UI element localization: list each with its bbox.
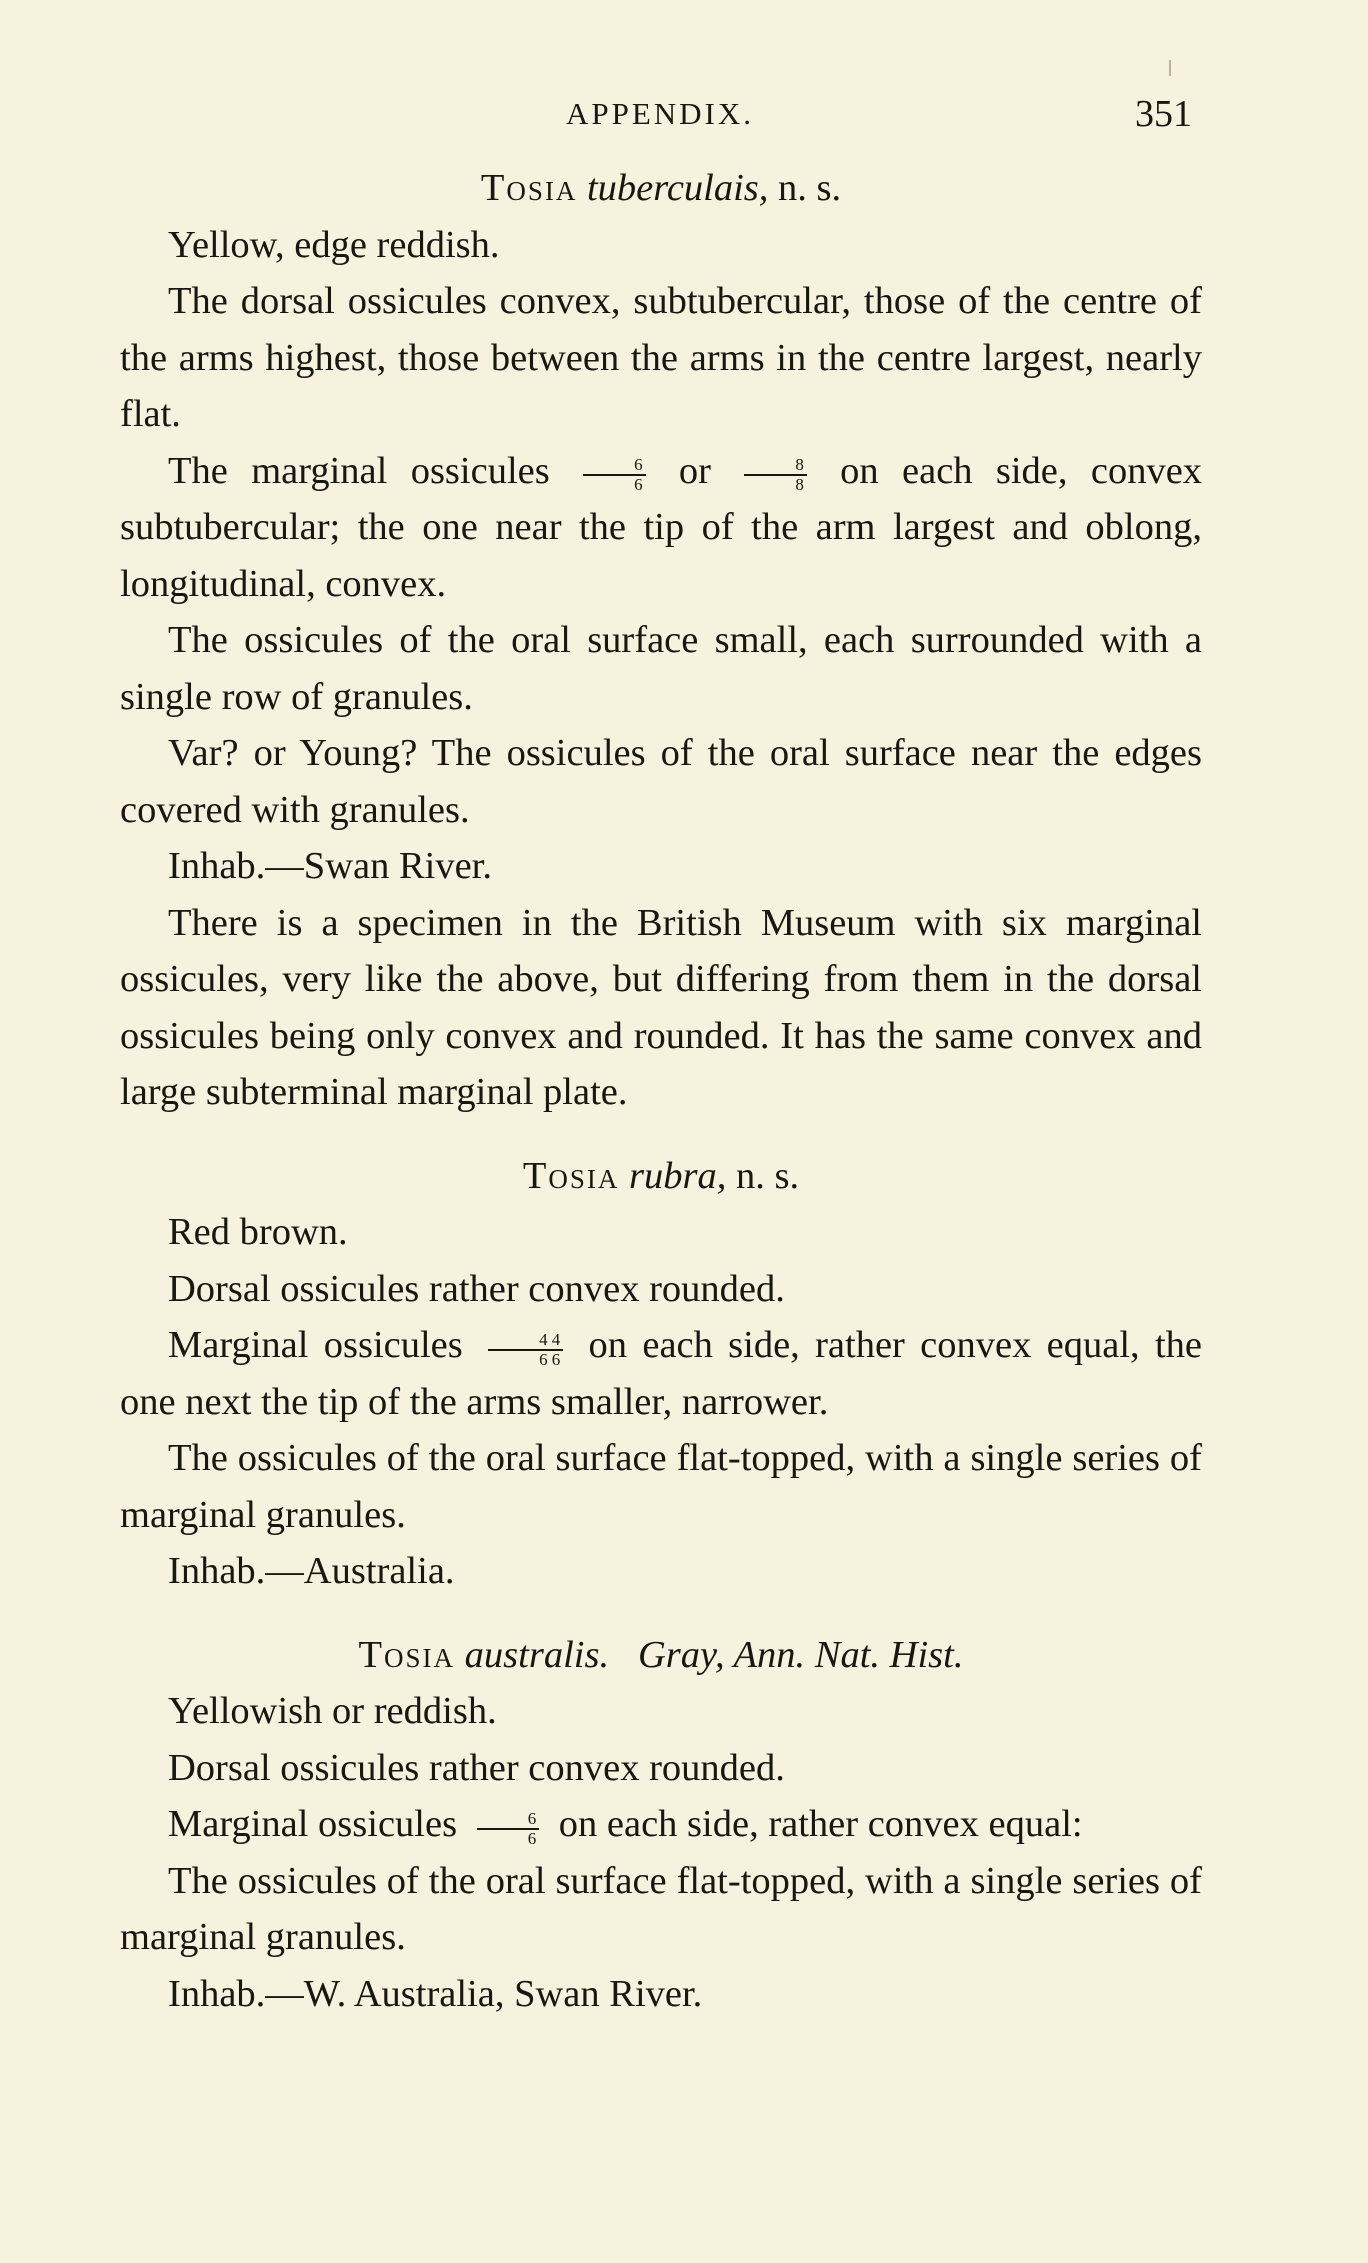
- habitat-paragraph: Inhab.—Swan River.: [168, 845, 492, 887]
- marginal-text-pre: The marginal ossicules: [168, 449, 550, 492]
- note-paragraph: There is a specimen in the British Museum with six marginal ossicules, very like the above, but differing from them in the dorsal ossicules being only convex and rounded. It has the same convex and large subterminal marginal plate.: [120, 901, 1202, 1113]
- marginal-text-pre: Marginal ossicules: [168, 1803, 458, 1845]
- species-name: tuberculais,: [586, 167, 769, 209]
- section-spacer: [120, 1600, 1202, 1627]
- fraction: [477, 1810, 539, 1848]
- body-text: [120, 160, 1202, 2022]
- marginal-text-pre: Marginal ossicules: [168, 1324, 463, 1366]
- running-title: APPENDIX.: [565, 96, 755, 131]
- genus-name: Tosia: [358, 1633, 456, 1676]
- marginal-text-post: on each side, rather convex equal, the one next the tip of the arms smaller, narrower.: [120, 1324, 1202, 1423]
- page-mark: [1169, 60, 1171, 76]
- marginal-paragraph: [120, 443, 1202, 613]
- fraction-numerator: 6: [477, 1810, 539, 1830]
- oral-paragraph: The ossicules of the oral surface flat-topped, with a single series of marginal granules.: [120, 1859, 1202, 1958]
- species-heading-australis: [120, 1627, 1202, 1684]
- heading-suffix: n. s.: [768, 167, 842, 209]
- dorsal-paragraph: Dorsal ossicules rather convex rounded.: [168, 1746, 785, 1789]
- fraction-denominator: 8: [795, 475, 804, 495]
- heading-suffix: n. s.: [726, 1154, 800, 1197]
- heading-authority: Gray, Ann. Nat. Hist.: [637, 1633, 964, 1676]
- fraction: [583, 456, 645, 494]
- marginal-text-post: on each side, convex subtubercular; the one near the tip of the arm largest and oblong, longitudinal, convex.: [120, 449, 1203, 605]
- fraction-denominator: 6: [634, 475, 643, 495]
- species-heading-tubercularis: [120, 160, 1202, 217]
- fraction: [488, 1331, 563, 1369]
- running-head: [120, 92, 1200, 142]
- color-paragraph: Red brown.: [168, 1211, 348, 1253]
- marginal-paragraph: [120, 1317, 1202, 1430]
- marginal-text-post: on each side, rather convex equal:: [558, 1803, 1083, 1845]
- species-heading-rubra: [120, 1148, 1202, 1205]
- page-number: 351: [1135, 93, 1192, 135]
- color-paragraph: Yellow, edge reddish.: [168, 223, 500, 266]
- fraction: [744, 456, 806, 494]
- fraction-numerator: 6: [583, 456, 645, 476]
- dorsal-paragraph: Dorsal ossicules rather convex rounded.: [168, 1267, 785, 1310]
- variety-paragraph: Var? or Young? The ossicules of the oral surface near the edges covered with granules.: [120, 732, 1202, 831]
- fraction-denominator: 6 6: [539, 1349, 561, 1369]
- oral-paragraph: The ossicules of the oral surface flat-topped, with a single series of marginal granules.: [120, 1437, 1202, 1536]
- genus-name: Tosia: [522, 1154, 620, 1197]
- marginal-paragraph: [120, 1796, 1202, 1853]
- species-name: rubra,: [629, 1154, 727, 1197]
- genus-name: Tosia: [480, 167, 578, 209]
- fraction-denominator: 6: [527, 1828, 537, 1848]
- oral-paragraph: The ossicules of the oral surface small, each surrounded with a single row of granules.: [120, 619, 1202, 718]
- habitat-paragraph: Inhab.—Australia.: [168, 1550, 455, 1592]
- marginal-text-mid: or: [678, 449, 711, 492]
- color-paragraph: Yellowish or reddish.: [168, 1690, 497, 1732]
- habitat-paragraph: Inhab.—W. Australia, Swan River.: [168, 1972, 703, 2015]
- dorsal-paragraph: The dorsal ossicules convex, subtubercular, those of the centre of the arms highest, those between the arms in the centre largest, nearly flat.: [120, 280, 1202, 435]
- section-spacer: [120, 1121, 1202, 1148]
- species-name: australis.: [464, 1633, 610, 1676]
- fraction-numerator: 4 4: [488, 1331, 563, 1351]
- fraction-numerator: 8: [744, 456, 806, 476]
